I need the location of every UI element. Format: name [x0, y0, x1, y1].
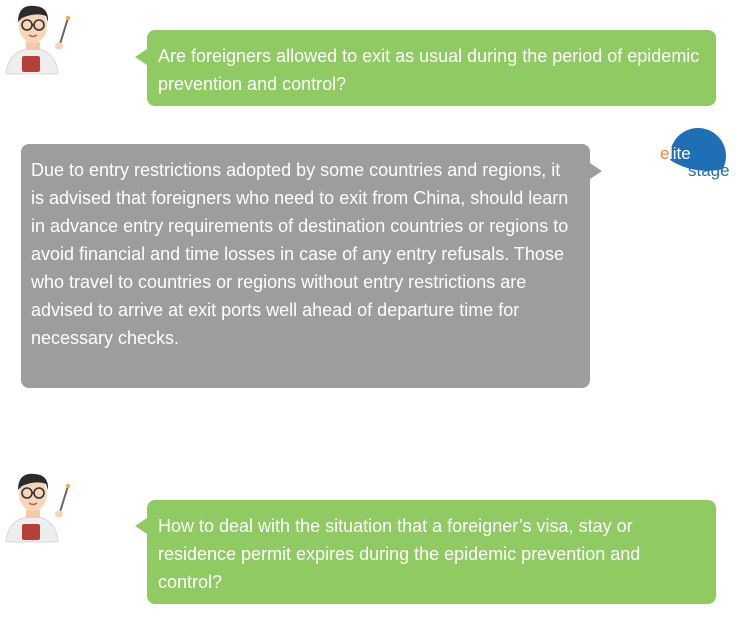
logo-text-lite: lite — [669, 144, 691, 163]
bubble-tail — [135, 49, 147, 65]
answer-text: Due to entry restrictions adopted by some countries and regions, it is advised that foreigners who need to exit from China, should learn in advance entry requirements of destination countries or regions to avoid financial and time losses in case of any entry refusals. Those who travel to countries or regions without entry restrictions are advised to arrive at exit ports well ahead of departure time for necessary checks. — [31, 160, 569, 348]
logo-text-e: e — [660, 144, 670, 163]
logo-text-stage: stage — [688, 161, 730, 180]
teacher-avatar-icon — [0, 468, 80, 548]
question-text: How to deal with the situation that a foreigner’s visa, stay or residence permit expires during the epidemic prevention and control? — [158, 516, 641, 592]
bubble-tail — [590, 163, 602, 179]
question-bubble — [147, 30, 716, 106]
teacher-avatar-icon — [0, 0, 80, 80]
question-text: Are foreigners allowed to exit as usual during the period of epidemic prevention and control? — [158, 46, 700, 94]
elite-stage-logo — [660, 126, 736, 190]
bubble-tail — [135, 518, 147, 534]
answer-bubble — [21, 144, 590, 388]
question-bubble — [147, 500, 716, 604]
